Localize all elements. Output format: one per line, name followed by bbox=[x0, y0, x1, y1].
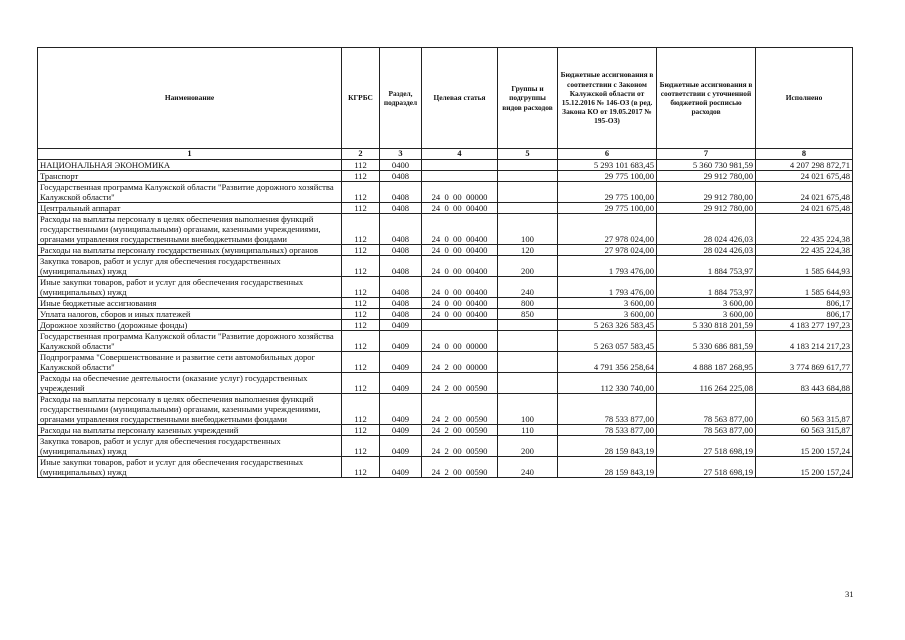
row-name: Расходы на выплаты персоналу государственных (муниципальных) органов bbox=[38, 245, 342, 256]
column-number: 5 bbox=[498, 149, 558, 160]
row-appropriation-law: 29 775 100,00 bbox=[558, 171, 657, 182]
row-name: Расходы на выплаты персоналу казенных учреждений bbox=[38, 425, 342, 436]
row-section: 0408 bbox=[380, 309, 422, 320]
header-section: Раздел, подраздел bbox=[380, 48, 422, 149]
row-target: 24 0 00 00400 bbox=[422, 298, 498, 309]
row-appropriation-list: 3 600,00 bbox=[657, 298, 756, 309]
row-group bbox=[498, 331, 558, 352]
row-group bbox=[498, 352, 558, 373]
row-group: 100 bbox=[498, 214, 558, 245]
row-kgrbs: 112 bbox=[342, 373, 380, 394]
row-appropriation-law: 29 775 100,00 bbox=[558, 182, 657, 203]
row-executed: 1 585 644,93 bbox=[756, 256, 853, 277]
row-appropriation-law: 28 159 843,19 bbox=[558, 457, 657, 478]
column-number: 4 bbox=[422, 149, 498, 160]
row-group bbox=[498, 160, 558, 171]
row-section: 0408 bbox=[380, 256, 422, 277]
row-section: 0409 bbox=[380, 457, 422, 478]
row-group: 110 bbox=[498, 425, 558, 436]
table-row bbox=[38, 182, 853, 203]
header-kgrbs: КГРБС bbox=[342, 48, 380, 149]
table-row bbox=[38, 373, 853, 394]
table-row bbox=[38, 256, 853, 277]
table-row bbox=[38, 277, 853, 298]
row-executed: 1 585 644,93 bbox=[756, 277, 853, 298]
row-appropriation-law: 78 533 877,00 bbox=[558, 394, 657, 425]
row-name: Расходы на выплаты персоналу в целях обеспечения выполнения функций государственными (муниципальными) органами, казенными учреждениями, органами управления государственными внебюджетными фондами bbox=[38, 394, 342, 425]
row-section: 0408 bbox=[380, 298, 422, 309]
table-header-row bbox=[38, 48, 853, 149]
row-name: НАЦИОНАЛЬНАЯ ЭКОНОМИКА bbox=[38, 160, 342, 171]
row-group: 200 bbox=[498, 256, 558, 277]
table-row bbox=[38, 160, 853, 171]
row-appropriation-law: 27 978 024,00 bbox=[558, 214, 657, 245]
row-appropriation-list: 116 264 225,08 bbox=[657, 373, 756, 394]
row-section: 0408 bbox=[380, 203, 422, 214]
row-appropriation-list: 27 518 698,19 bbox=[657, 457, 756, 478]
row-executed: 83 443 684,88 bbox=[756, 373, 853, 394]
row-target: 24 0 00 00400 bbox=[422, 203, 498, 214]
table-row bbox=[38, 320, 853, 331]
table-row bbox=[38, 309, 853, 320]
row-appropriation-law: 5 293 101 683,45 bbox=[558, 160, 657, 171]
page-number: 31 bbox=[845, 589, 854, 599]
row-appropriation-list: 1 884 753,97 bbox=[657, 277, 756, 298]
row-kgrbs: 112 bbox=[342, 320, 380, 331]
table-row bbox=[38, 331, 853, 352]
row-executed: 60 563 315,87 bbox=[756, 425, 853, 436]
row-kgrbs: 112 bbox=[342, 160, 380, 171]
row-group bbox=[498, 320, 558, 331]
row-executed: 22 435 224,38 bbox=[756, 245, 853, 256]
row-appropriation-law: 4 791 356 258,64 bbox=[558, 352, 657, 373]
row-kgrbs: 112 bbox=[342, 457, 380, 478]
row-name: Дорожное хозяйство (дорожные фонды) bbox=[38, 320, 342, 331]
row-appropriation-law: 1 793 476,00 bbox=[558, 277, 657, 298]
row-appropriation-list: 5 330 818 201,59 bbox=[657, 320, 756, 331]
row-appropriation-list: 29 912 780,00 bbox=[657, 203, 756, 214]
row-target: 24 0 00 00400 bbox=[422, 256, 498, 277]
row-name: Уплата налогов, сборов и иных платежей bbox=[38, 309, 342, 320]
row-executed: 4 183 214 217,23 bbox=[756, 331, 853, 352]
row-name: Транспорт bbox=[38, 171, 342, 182]
row-group: 120 bbox=[498, 245, 558, 256]
row-target: 24 0 00 00400 bbox=[422, 214, 498, 245]
table-row bbox=[38, 203, 853, 214]
row-appropriation-list: 27 518 698,19 bbox=[657, 436, 756, 457]
row-group: 240 bbox=[498, 457, 558, 478]
row-appropriation-list: 28 024 426,03 bbox=[657, 214, 756, 245]
row-kgrbs: 112 bbox=[342, 256, 380, 277]
header-executed: Исполнено bbox=[756, 48, 853, 149]
row-executed: 22 435 224,38 bbox=[756, 214, 853, 245]
header-appropriations-list: Бюджетные ассигнования в соответствии с уточненной бюджетной росписью расходов bbox=[657, 48, 756, 149]
row-name: Расходы на обеспечение деятельности (оказание услуг) государственных учреждений bbox=[38, 373, 342, 394]
row-group bbox=[498, 171, 558, 182]
row-appropriation-list: 3 600,00 bbox=[657, 309, 756, 320]
column-number: 3 bbox=[380, 149, 422, 160]
row-section: 0409 bbox=[380, 425, 422, 436]
table-row bbox=[38, 436, 853, 457]
row-target: 24 0 00 00400 bbox=[422, 245, 498, 256]
row-name: Государственная программа Калужской области "Развитие дорожного хозяйства Калужской области" bbox=[38, 331, 342, 352]
column-number: 8 bbox=[756, 149, 853, 160]
row-name: Иные закупки товаров, работ и услуг для обеспечения государственных (муниципальных) нужд bbox=[38, 277, 342, 298]
row-kgrbs: 112 bbox=[342, 245, 380, 256]
row-group: 850 bbox=[498, 309, 558, 320]
row-target: 24 0 00 00400 bbox=[422, 277, 498, 298]
row-appropriation-list: 78 563 877,00 bbox=[657, 394, 756, 425]
row-kgrbs: 112 bbox=[342, 298, 380, 309]
row-kgrbs: 112 bbox=[342, 352, 380, 373]
row-kgrbs: 112 bbox=[342, 331, 380, 352]
row-target: 24 2 00 00590 bbox=[422, 436, 498, 457]
row-executed: 15 200 157,24 bbox=[756, 457, 853, 478]
row-appropriation-list: 1 884 753,97 bbox=[657, 256, 756, 277]
row-name: Закупка товаров, работ и услуг для обеспечения государственных (муниципальных) нужд bbox=[38, 436, 342, 457]
header-target: Целевая статья bbox=[422, 48, 498, 149]
row-target: 24 0 00 00400 bbox=[422, 309, 498, 320]
column-number-row bbox=[38, 149, 853, 160]
row-appropriation-law: 1 793 476,00 bbox=[558, 256, 657, 277]
row-section: 0409 bbox=[380, 373, 422, 394]
row-kgrbs: 112 bbox=[342, 394, 380, 425]
row-section: 0409 bbox=[380, 320, 422, 331]
row-name: Подпрограмма "Совершенствование и развитие сети автомобильных дорог Калужской области" bbox=[38, 352, 342, 373]
row-group bbox=[498, 203, 558, 214]
row-group: 200 bbox=[498, 436, 558, 457]
row-kgrbs: 112 bbox=[342, 436, 380, 457]
row-name: Закупка товаров, работ и услуг для обеспечения государственных (муниципальных) нужд bbox=[38, 256, 342, 277]
row-target: 24 0 00 00000 bbox=[422, 182, 498, 203]
row-target bbox=[422, 160, 498, 171]
row-executed: 60 563 315,87 bbox=[756, 394, 853, 425]
row-section: 0408 bbox=[380, 245, 422, 256]
row-section: 0408 bbox=[380, 214, 422, 245]
row-section: 0409 bbox=[380, 331, 422, 352]
row-executed: 24 021 675,48 bbox=[756, 203, 853, 214]
header-appropriations-law: Бюджетные ассигнования в соответствии с Законом Калужской области от 15.12.2016 № 146-ОЗ (в ред. Закона КО от 19.05.2017 № 195-ОЗ) bbox=[558, 48, 657, 149]
table-row bbox=[38, 298, 853, 309]
row-target: 24 2 00 00590 bbox=[422, 457, 498, 478]
row-executed: 4 183 277 197,23 bbox=[756, 320, 853, 331]
row-appropriation-law: 3 600,00 bbox=[558, 309, 657, 320]
budget-table bbox=[37, 47, 853, 478]
row-target bbox=[422, 320, 498, 331]
row-appropriation-list: 5 360 730 981,59 bbox=[657, 160, 756, 171]
row-section: 0408 bbox=[380, 182, 422, 203]
row-appropriation-list: 4 888 187 268,95 bbox=[657, 352, 756, 373]
row-appropriation-law: 3 600,00 bbox=[558, 298, 657, 309]
row-name: Центральный аппарат bbox=[38, 203, 342, 214]
table-row bbox=[38, 425, 853, 436]
column-number: 1 bbox=[38, 149, 342, 160]
table-row bbox=[38, 394, 853, 425]
row-target: 24 2 00 00590 bbox=[422, 373, 498, 394]
row-appropriation-list: 78 563 877,00 bbox=[657, 425, 756, 436]
row-group bbox=[498, 182, 558, 203]
column-number: 7 bbox=[657, 149, 756, 160]
row-kgrbs: 112 bbox=[342, 182, 380, 203]
row-kgrbs: 112 bbox=[342, 277, 380, 298]
row-group: 240 bbox=[498, 277, 558, 298]
table-row bbox=[38, 352, 853, 373]
row-kgrbs: 112 bbox=[342, 171, 380, 182]
row-appropriation-law: 27 978 024,00 bbox=[558, 245, 657, 256]
column-number: 2 bbox=[342, 149, 380, 160]
table-row bbox=[38, 245, 853, 256]
row-appropriation-list: 5 330 686 881,59 bbox=[657, 331, 756, 352]
row-kgrbs: 112 bbox=[342, 425, 380, 436]
row-kgrbs: 112 bbox=[342, 309, 380, 320]
row-target: 24 2 00 00590 bbox=[422, 394, 498, 425]
row-target: 24 2 00 00590 bbox=[422, 425, 498, 436]
row-section: 0408 bbox=[380, 277, 422, 298]
row-section: 0400 bbox=[380, 160, 422, 171]
row-section: 0409 bbox=[380, 352, 422, 373]
row-appropriation-law: 78 533 877,00 bbox=[558, 425, 657, 436]
table-row bbox=[38, 171, 853, 182]
row-section: 0408 bbox=[380, 171, 422, 182]
row-kgrbs: 112 bbox=[342, 214, 380, 245]
row-executed: 15 200 157,24 bbox=[756, 436, 853, 457]
row-appropriation-law: 112 330 740,00 bbox=[558, 373, 657, 394]
row-name: Иные бюджетные ассигнования bbox=[38, 298, 342, 309]
row-executed: 3 774 869 617,77 bbox=[756, 352, 853, 373]
row-name: Иные закупки товаров, работ и услуг для обеспечения государственных (муниципальных) нужд bbox=[38, 457, 342, 478]
row-executed: 4 207 298 872,71 bbox=[756, 160, 853, 171]
row-executed: 24 021 675,48 bbox=[756, 171, 853, 182]
row-section: 0409 bbox=[380, 436, 422, 457]
row-appropriation-law: 28 159 843,19 bbox=[558, 436, 657, 457]
row-executed: 806,17 bbox=[756, 298, 853, 309]
table-row bbox=[38, 457, 853, 478]
row-name: Расходы на выплаты персоналу в целях обеспечения выполнения функций государственными (муниципальными) органами, казенными учреждениями, органами управления государственными внебюджетными фондами bbox=[38, 214, 342, 245]
row-group: 800 bbox=[498, 298, 558, 309]
row-kgrbs: 112 bbox=[342, 203, 380, 214]
row-group: 100 bbox=[498, 394, 558, 425]
header-name: Наименование bbox=[38, 48, 342, 149]
row-appropriation-list: 29 912 780,00 bbox=[657, 182, 756, 203]
header-groups: Группы и подгруппы видов расходов bbox=[498, 48, 558, 149]
row-name: Государственная программа Калужской области "Развитие дорожного хозяйства Калужской области" bbox=[38, 182, 342, 203]
row-section: 0409 bbox=[380, 394, 422, 425]
row-appropriation-law: 5 263 057 583,45 bbox=[558, 331, 657, 352]
row-group bbox=[498, 373, 558, 394]
row-executed: 24 021 675,48 bbox=[756, 182, 853, 203]
row-target: 24 2 00 00000 bbox=[422, 352, 498, 373]
row-executed: 806,17 bbox=[756, 309, 853, 320]
row-appropriation-list: 29 912 780,00 bbox=[657, 171, 756, 182]
row-appropriation-law: 29 775 100,00 bbox=[558, 203, 657, 214]
row-target: 24 0 00 00000 bbox=[422, 331, 498, 352]
row-target bbox=[422, 171, 498, 182]
row-appropriation-list: 28 024 426,03 bbox=[657, 245, 756, 256]
column-number: 6 bbox=[558, 149, 657, 160]
row-appropriation-law: 5 263 326 583,45 bbox=[558, 320, 657, 331]
table-row bbox=[38, 214, 853, 245]
